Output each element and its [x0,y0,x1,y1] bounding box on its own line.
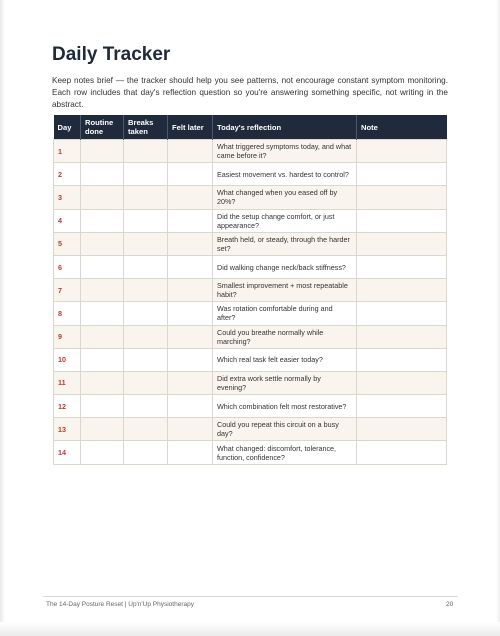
felt-later-cell[interactable] [168,163,213,186]
routine-done-cell[interactable] [81,325,124,348]
breaks-taken-cell[interactable] [124,140,168,163]
footer-divider [43,596,458,597]
day-cell: 14 [54,441,81,464]
felt-later-cell[interactable] [168,255,213,278]
table-row [54,418,447,441]
page-bottom-shadow [0,622,500,636]
routine-done-cell[interactable] [81,441,124,464]
reflection-cell: Which real task felt easier today? [213,348,357,371]
routine-done-cell[interactable] [81,232,124,255]
footer-document-title: The 14-Day Posture Reset | Up'n'Up Physiotherapy [46,601,194,608]
breaks-taken-cell[interactable] [124,209,168,232]
note-cell[interactable] [357,186,447,209]
reflection-cell: Could you repeat this circuit on a busy day? [213,418,357,441]
day-cell: 6 [54,255,81,278]
day-cell: 13 [54,418,81,441]
header-todays-reflection: Today's reflection [213,115,357,140]
page-edge-shadow [496,0,500,636]
note-cell[interactable] [357,209,447,232]
table-row [54,209,447,232]
reflection-cell: Was rotation comfortable during and after? [213,302,357,325]
table-row [54,186,447,209]
felt-later-cell[interactable] [168,325,213,348]
page-title: Daily Tracker [52,44,171,65]
breaks-taken-cell[interactable] [124,371,168,394]
reflection-cell: Could you breathe normally while marching? [213,325,357,348]
page-number: 20 [446,601,454,608]
felt-later-cell[interactable] [168,418,213,441]
table-row [54,348,447,371]
breaks-taken-cell[interactable] [124,441,168,464]
felt-later-cell[interactable] [168,209,213,232]
breaks-taken-cell[interactable] [124,279,168,302]
day-cell: 11 [54,371,81,394]
routine-done-cell[interactable] [81,418,124,441]
breaks-taken-cell[interactable] [124,395,168,418]
routine-done-cell[interactable] [81,140,124,163]
note-cell[interactable] [357,232,447,255]
felt-later-cell[interactable] [168,395,213,418]
note-cell[interactable] [357,371,447,394]
table-row [54,279,447,302]
routine-done-cell[interactable] [81,371,124,394]
reflection-cell: Easiest movement vs. hardest to control? [213,163,357,186]
table-header [54,115,447,140]
reflection-cell: Which combination felt most restorative? [213,395,357,418]
reflection-cell: What changed when you eased off by 20%? [213,186,357,209]
routine-done-cell[interactable] [81,279,124,302]
routine-done-cell[interactable] [81,209,124,232]
note-cell[interactable] [357,348,447,371]
table-row [54,232,447,255]
felt-later-cell[interactable] [168,371,213,394]
note-cell[interactable] [357,279,447,302]
note-cell[interactable] [357,418,447,441]
routine-done-cell[interactable] [81,348,124,371]
table-row [54,325,447,348]
reflection-cell: Breath held, or steady, through the harder set? [213,232,357,255]
breaks-taken-cell[interactable] [124,163,168,186]
note-cell[interactable] [357,140,447,163]
day-cell: 5 [54,232,81,255]
header-felt-later: Felt later [168,115,213,140]
breaks-taken-cell[interactable] [124,302,168,325]
felt-later-cell[interactable] [168,186,213,209]
note-cell[interactable] [357,395,447,418]
note-cell[interactable] [357,441,447,464]
routine-done-cell[interactable] [81,302,124,325]
header-note: Note [357,115,447,140]
day-cell: 3 [54,186,81,209]
intro-paragraph: Keep notes brief — the tracker should help you see patterns, not encourage constant symptom monitoring. Each row includes that day's reflection question so you're answering something specific, not writing in the abstract. [52,76,448,109]
breaks-taken-cell[interactable] [124,255,168,278]
header-breaks-taken: Breaks taken [124,115,168,140]
breaks-taken-cell[interactable] [124,232,168,255]
day-cell: 10 [54,348,81,371]
day-cell: 2 [54,163,81,186]
reflection-cell: Smallest improvement + most repeatable habit? [213,279,357,302]
table-row [54,163,447,186]
day-cell: 12 [54,395,81,418]
routine-done-cell[interactable] [81,395,124,418]
breaks-taken-cell[interactable] [124,186,168,209]
header-day: Day [54,115,81,140]
table-row [54,255,447,278]
breaks-taken-cell[interactable] [124,418,168,441]
reflection-cell: Did the setup change comfort, or just appearance? [213,209,357,232]
tracker-table [53,115,447,465]
day-cell: 7 [54,279,81,302]
day-cell: 8 [54,302,81,325]
felt-later-cell[interactable] [168,140,213,163]
table-row [54,371,447,394]
felt-later-cell[interactable] [168,279,213,302]
reflection-cell: Did extra work settle normally by evening? [213,371,357,394]
header-routine-done: Routine done [81,115,124,140]
felt-later-cell[interactable] [168,302,213,325]
felt-later-cell[interactable] [168,348,213,371]
breaks-taken-cell[interactable] [124,348,168,371]
table-row [54,441,447,464]
note-cell[interactable] [357,255,447,278]
routine-done-cell[interactable] [81,163,124,186]
note-cell[interactable] [357,325,447,348]
day-cell: 4 [54,209,81,232]
day-cell: 1 [54,140,81,163]
table-row [54,140,447,163]
table-row [54,302,447,325]
breaks-taken-cell[interactable] [124,325,168,348]
reflection-cell: What changed: discomfort, tolerance, function, confidence? [213,441,357,464]
page-edge-shadow [0,0,5,636]
reflection-cell: What triggered symptoms today, and what came before it? [213,140,357,163]
note-cell[interactable] [357,302,447,325]
table-row [54,395,447,418]
reflection-cell: Did walking change neck/back stiffness? [213,255,357,278]
day-cell: 9 [54,325,81,348]
routine-done-cell[interactable] [81,255,124,278]
routine-done-cell[interactable] [81,186,124,209]
note-cell[interactable] [357,163,447,186]
felt-later-cell[interactable] [168,232,213,255]
table-body [54,140,447,465]
felt-later-cell[interactable] [168,441,213,464]
